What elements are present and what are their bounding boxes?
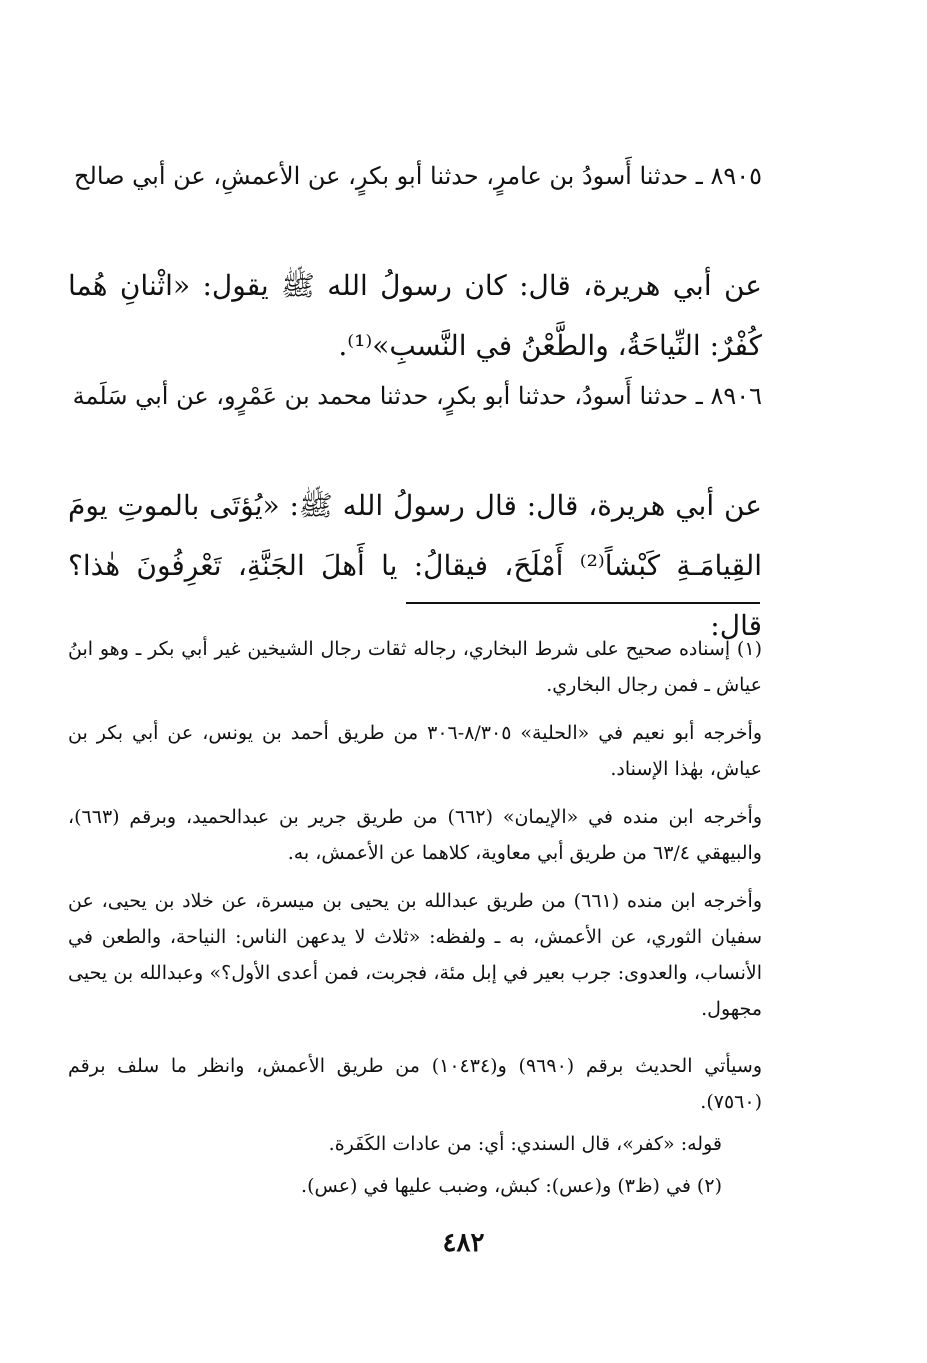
footnote-1-paragraph-5: وسيأتي الحديث برقم (٩٦٩٠) و(١٠٤٣٤) من طريق الأعمش، وانظر ما سلف برقم (٧٥٦٠). [68,1055,762,1113]
hadith-8905-text: عن أبي هريرة، قال: كان رسولُ الله ﷺ يقول: «اثْنانِ هُما كُفْرٌ: النِّياحَةُ، والطَّعْنُ في النَّسبِ»⁽¹⁾. [68,269,762,362]
footnote-separator [406,602,760,604]
footnote-2: (٢) في (ظ٣) و(عس): كبش، وضبب عليها في (عس). [301,1175,722,1197]
footnote-1-paragraph-4: وأخرجه ابن منده (٦٦١) من طريق عبدالله بن يحيى بن ميسرة، عن خلاد بن يحيى، عن سفيان الثوري، عن الأعمش، به ـ ولفظه: «ثلاث لا يدعهن الناس: النياحة، والطعن في الأنساب، والعدوى: جرب بعير في إبل مئة، فجربت، فمن أعدى الأول؟» وعبدالله بن يحيى مجهول. [68,890,763,1020]
hadith-8906-text: عن أبي هريرة، قال: قال رسولُ الله ﷺ: «يُؤتَى بالموتِ يومَ القِيامَـةِ كَبْشاً⁽²⁾ أَمْلَحَ، فيقالُ: يا أَهلَ الجَنَّةِ، تَعْرِفُونَ هٰذا؟ قال: [68,489,763,642]
footnote-1-paragraph-1: (١) إسناده صحيح على شرط البخاري، رجاله ثقات رجال الشيخين غير أبي بكر ـ وهو ابنُ عياش ـ فمن رجال البخاري. [68,638,762,696]
hadith-8905-chain: ٨٩٠٥ ـ حدثنا أَسودُ بن عامرٍ، حدثنا أبو بكرٍ، عن الأعمشِ، عن أبي صالح [74,162,762,190]
footnote-1-paragraph-6: قوله: «كفر»، قال السندي: أي: من عادات الكَفَرة. [328,1133,722,1155]
page-number: ٤٨٢ [442,1228,485,1258]
footnote-1-paragraph-3: وأخرجه ابن منده في «الإيمان» (٦٦٢) من طريق جرير بن عبدالحميد، وبرقم (٦٦٣)، والبيهقي ٦٣/٤ من طريق أبي معاوية، كلاهما عن الأعمش، به. [68,806,763,864]
footnote-1-paragraph-2: وأخرجه أبو نعيم في «الحلية» ٨/٣٠٥-٣٠٦ من طريق أحمد بن يونس، عن أبي بكر بن عياش، بهٰذا الإسناد. [68,722,762,780]
hadith-8906-chain: ٨٩٠٦ ـ حدثنا أَسودُ، حدثنا أبو بكرٍ، حدثنا محمد بن عَمْرٍو، عن أبي سَلَمة [72,382,762,410]
